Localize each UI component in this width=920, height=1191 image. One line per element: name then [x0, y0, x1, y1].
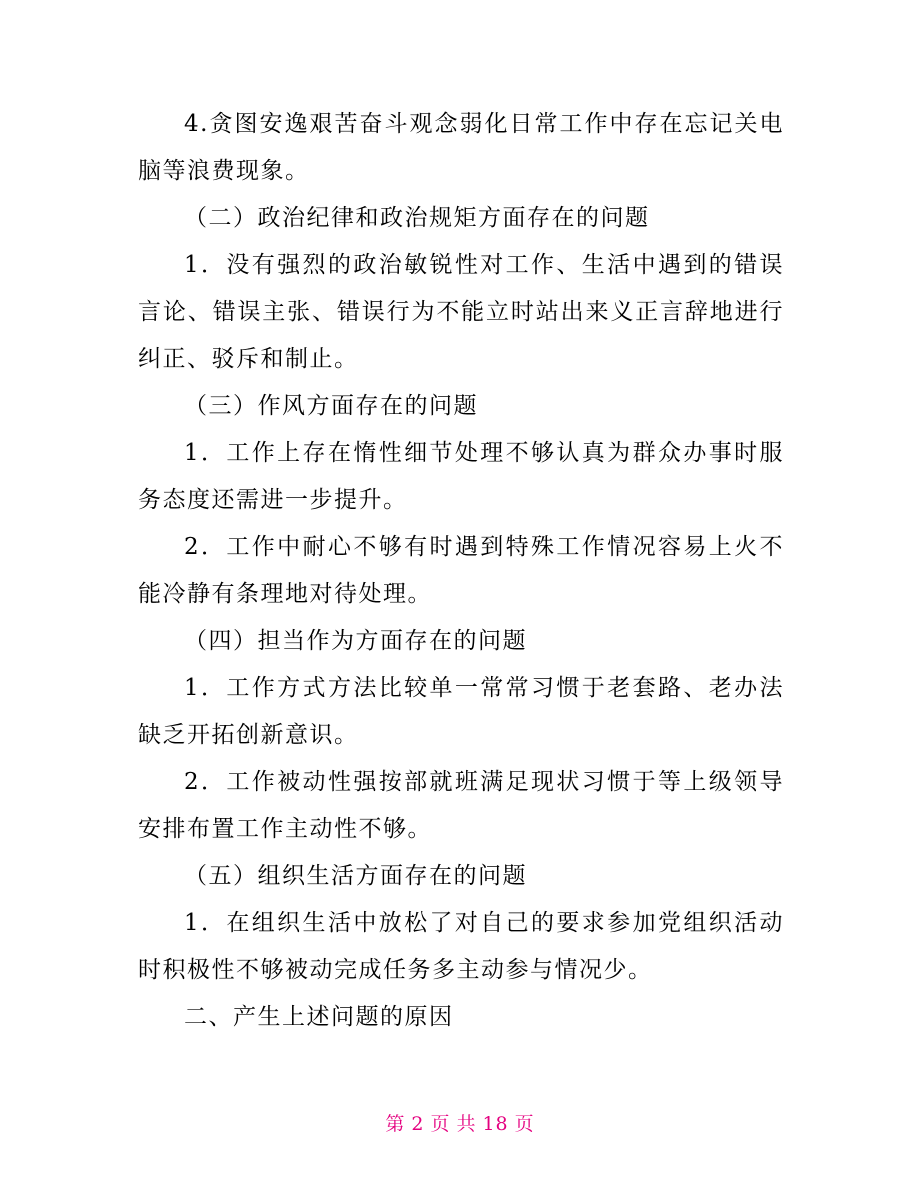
paragraph-organizational-life: 1．在组织生活中放松了对自己的要求参加党组织活动时积极性不够被动完成任务多主动参与情况少。 — [138, 910, 784, 983]
section-heading-causes: 二、产生上述问题的原因 — [184, 1004, 454, 1030]
paragraph-work-methods: 1．工作方式方法比较单一常常习惯于老套路、老办法缺乏开拓创新意识。 — [138, 675, 784, 748]
footer-total-pages: 18 — [482, 1113, 509, 1135]
footer-page-word: 页 — [430, 1113, 451, 1135]
paragraph-work-inertia: 1．工作上存在惰性细节处理不够认真为群众办事时服务态度还需进一步提升。 — [138, 440, 784, 513]
page-footer — [0, 1111, 920, 1137]
section-heading-work-style: （三）作风方面存在的问题 — [184, 393, 478, 419]
footer-current-page: 2 — [411, 1113, 425, 1135]
footer-prefix: 第 — [385, 1113, 406, 1135]
paragraph-political-sensitivity: 1．没有强烈的政治敏锐性对工作、生活中遇到的错误言论、错误主张、错误行为不能立时站出来义正言辞地进行纠正、驳斥和制止。 — [138, 252, 784, 372]
paragraph-passivity: 2．工作被动性强按部就班满足现状习惯于等上级领导安排布置工作主动性不够。 — [138, 769, 784, 842]
section-heading-political-discipline: （二）政治纪律和政治规矩方面存在的问题 — [184, 205, 650, 231]
paragraph-item-4: 4.贪图安逸艰苦奋斗观念弱化日常工作中存在忘记关电脑等浪费现象。 — [138, 111, 784, 184]
footer-total-word: 共 — [456, 1113, 477, 1135]
section-heading-organizational-life: （五）组织生活方面存在的问题 — [184, 863, 527, 889]
section-heading-responsibility: （四）担当作为方面存在的问题 — [184, 628, 527, 654]
document-body — [138, 101, 784, 1041]
paragraph-patience: 2．工作中耐心不够有时遇到特殊工作情况容易上火不能冷静有条理地对待处理。 — [138, 534, 784, 607]
footer-suffix: 页 — [514, 1113, 535, 1135]
